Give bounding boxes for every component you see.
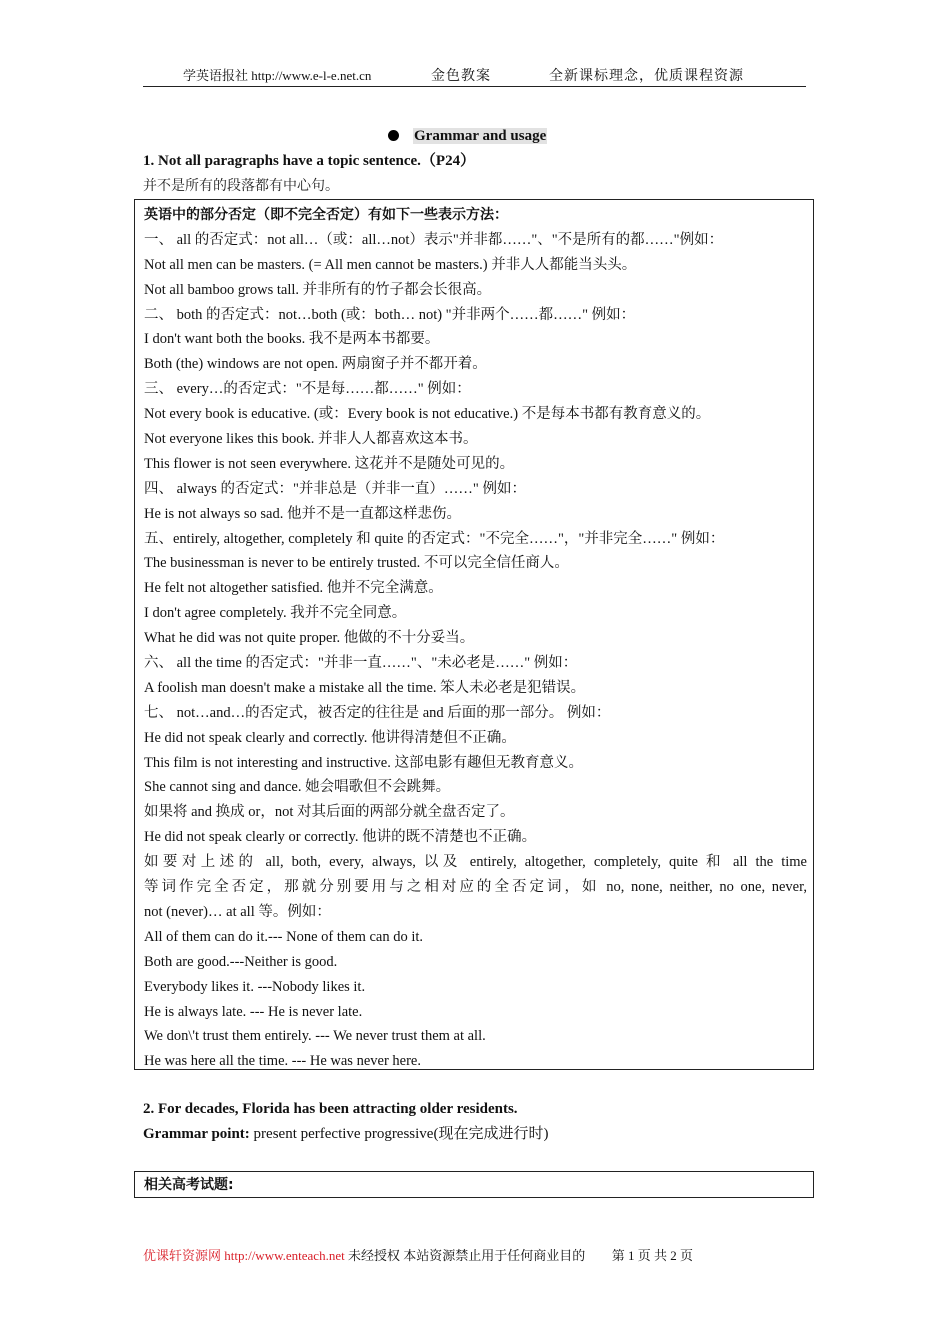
box-line: 三、 every…的否定式："不是每……都……" 例如： bbox=[144, 381, 471, 398]
box-line: He felt not altogether satisfied. 他并不完全满意。 bbox=[144, 580, 443, 597]
box-line: He did not speak clearly or correctly. 他讲的既不清楚也不正确。 bbox=[144, 829, 537, 846]
grammar-point-value: present perfective progressive(现在完成进行时) bbox=[249, 1126, 549, 1142]
box-line: 英语中的部分否定（即不完全否定）有如下一些表示方法： bbox=[144, 207, 508, 223]
box-line: I don't want both the books. 我不是两本书都要。 bbox=[144, 331, 440, 348]
related-questions-box bbox=[134, 1171, 814, 1198]
box-line: 一、 all 的否定式：not all…（或：all…not）表示"并非都……"、"不是所有的都……"例如： bbox=[144, 231, 724, 248]
box-line: 如要对上述的 all, both, every, always, 以及 entirely, altogether, completely, quite 和 all the time bbox=[144, 854, 807, 871]
page-footer bbox=[143, 1246, 693, 1266]
box-line: He is not always so sad. 他并不是一直都这样悲伤。 bbox=[144, 505, 461, 522]
box-line: 等词作完全否定，那就分别要用与之相对应的全否定词，如 no, none, neither, no one, never, bbox=[144, 879, 807, 896]
box-line: This flower is not seen everywhere. 这花并不是随处可见的。 bbox=[144, 455, 515, 472]
box-line: 如果将 and 换成 or，not 对其后面的两部分就全盘否定了。 bbox=[144, 804, 515, 821]
explanation-lines bbox=[144, 203, 807, 1074]
box-line: The businessman is never to be entirely trusted. 不可以完全信任商人。 bbox=[144, 555, 569, 572]
box-line: She cannot sing and dance. 她会唱歌但不会跳舞。 bbox=[144, 779, 451, 796]
box-line: Not every book is educative. (或：Every book is not educative.) 不是每本书都有教育意义的。 bbox=[144, 406, 711, 423]
box-line: Everybody likes it. ---Nobody likes it. bbox=[144, 978, 366, 995]
section-heading bbox=[388, 126, 547, 146]
footer-notice: 未经授权 本站资源禁止用于任何商业目的 bbox=[347, 1248, 586, 1263]
footer-page-number: 第 1 页 共 2 页 bbox=[611, 1248, 693, 1263]
box-line: 七、 not…and…的否定式，被否定的往往是 and 后面的那一部分。 例如： bbox=[144, 704, 611, 721]
box-line: not (never)… at all 等。例如： bbox=[144, 903, 331, 920]
box-line: Not all bamboo grows tall. 并非所有的竹子都会长很高。 bbox=[144, 281, 492, 298]
question-2-title: 2. For decades, Florida has been attracting older residents. bbox=[143, 1101, 518, 1117]
box-line: Both are good.---Neither is good. bbox=[144, 953, 338, 970]
box-line: We don\'t trust them entirely. --- We never trust them at all. bbox=[144, 1028, 486, 1045]
box-line: He was here all the time. --- He was never here. bbox=[144, 1053, 421, 1070]
box-line: A foolish man doesn't make a mistake all the time. 笨人未必老是犯错误。 bbox=[144, 679, 586, 696]
header-publisher: 学英语报社 http://www.e-l-e.net.cn bbox=[183, 68, 372, 83]
box-line: 六、 all the time 的否定式："并非一直……"、"未必老是……" 例如： bbox=[144, 655, 578, 672]
box-line: Not all men can be masters. (= All men cannot be masters.) 并非人人都能当头头。 bbox=[144, 256, 637, 273]
footer-site-link[interactable]: 优课轩资源网 http://www.enteach.net bbox=[143, 1248, 345, 1263]
box-line: This film is not interesting and instructive. 这部电影有趣但无教育意义。 bbox=[144, 754, 583, 771]
grammar-point bbox=[143, 1124, 548, 1144]
box-line: Not everyone likes this book. 并非人人都喜欢这本书。 bbox=[144, 431, 478, 448]
question-1-translation: 并不是所有的段落都有中心句。 bbox=[143, 178, 339, 194]
related-questions-label: 相关高考试题: bbox=[144, 1177, 234, 1193]
box-line: What he did was not quite proper. 他做的不十分妥当。 bbox=[144, 630, 475, 647]
box-line: He did not speak clearly and correctly. 他讲得清楚但不正确。 bbox=[144, 729, 516, 746]
box-line: I don't agree completely. 我并不完全同意。 bbox=[144, 605, 407, 622]
explanation-box bbox=[134, 199, 814, 1070]
page-header bbox=[143, 66, 806, 87]
bullet-icon bbox=[388, 130, 399, 141]
box-line: He is always late. --- He is never late. bbox=[144, 1003, 363, 1020]
grammar-point-label: Grammar point: bbox=[143, 1126, 250, 1142]
header-slogan: 全新课标理念，优质课程资源 bbox=[549, 68, 744, 84]
box-line: 五、entirely, altogether, completely 和 quite 的否定式："不完全……"，"并非完全……" 例如： bbox=[144, 530, 725, 547]
header-center-label: 金色教案 bbox=[431, 68, 491, 84]
box-line: Both (the) windows are not open. 两扇窗子并不都开着。 bbox=[144, 356, 487, 373]
question-1-title: 1. Not all paragraphs have a topic sentence.（P24） bbox=[143, 153, 476, 169]
section-heading-text: Grammar and usage bbox=[414, 128, 547, 144]
box-line: 四、 always 的否定式："并非总是（并非一直）……" 例如： bbox=[144, 480, 526, 497]
box-line: All of them can do it.--- None of them can do it. bbox=[144, 928, 424, 945]
box-line: 二、 both 的否定式：not…both (或：both… not) "并非两个……都……" 例如： bbox=[144, 306, 636, 323]
